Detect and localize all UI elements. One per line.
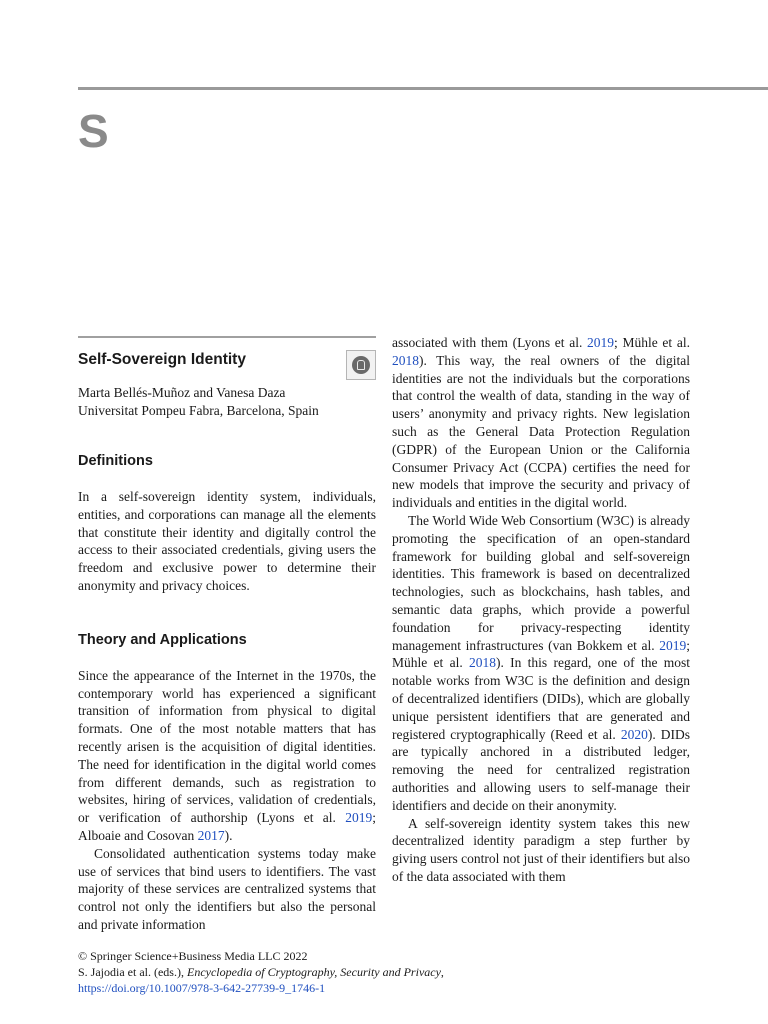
right-paragraph-1: associated with them (Lyons et al. 2019; Mühle et al. 2018). This way, the real owners of the digital identities are not the individuals but the corporations that control the wealth of data, standing in the way of users’ anonymity and privacy rights. New legislation such as the General Data Protection Regulation (GDPR) of the European Union or the California Consumer Privacy Act (CCPA) certifies the need for new models that improve the security and privacy of individuals and entities in the digital world. <box>392 335 690 511</box>
footer <box>78 948 444 996</box>
theory-paragraph-1: Since the appearance of the Internet in the 1970s, the contemporary world has experienced a significant transition of information from physical to digital formats. One of the most notable matters that has recently arisen is the acquisition of digital identities. The need for identification in the digital world comes from different demands, such as registration to websites, hiring of services, validation of credentials, or verification of authorship (Lyons et al. 2019; Alboaie and Cosovan 2017). <box>78 667 376 843</box>
definitions-text: In a self-sovereign identity system, individuals, entities, and corporations can manage all the elements that constitute their identity and digitally control the access to their associated credentials, giving users the freedom and exclusive power to determine their anonymity and privacy choices. <box>78 489 376 593</box>
theory-heading: Theory and Applications <box>78 631 247 648</box>
citation: S. Jajodia et al. (eds.), Encyclopedia of Cryptography, Security and Privacy, <box>78 965 444 979</box>
ref-muhle-2018[interactable]: 2018 <box>392 352 419 368</box>
crossmark-button[interactable] <box>346 350 376 380</box>
theory-paragraph-2: Consolidated authentication systems today make use of services that bind users to identifiers. The vast majority of these services are centralized systems that control not only the identifiers but also the personal and private information <box>78 845 376 932</box>
article-title: Self-Sovereign Identity <box>78 351 246 368</box>
doi-link[interactable]: https://doi.org/10.1007/978-3-642-27739-9_1746-1 <box>78 981 326 995</box>
right-column <box>392 334 690 886</box>
citation-title: Encyclopedia of Cryptography, Security and Privacy <box>186 965 441 979</box>
affiliation: Universitat Pompeu Fabra, Barcelona, Spain <box>78 403 319 418</box>
definitions-heading: Definitions <box>78 453 153 469</box>
copyright: © Springer Science+Business Media LLC 2022 <box>78 949 308 963</box>
right-paragraph-3: A self-sovereign identity system takes this new decentralized identity paradigm a step further by giving users control not just of their identifiers but also of the data associated with them <box>392 815 690 884</box>
author-block <box>78 384 376 420</box>
left-column <box>78 336 376 934</box>
title-row <box>78 344 376 378</box>
section-letter: S <box>78 105 109 157</box>
right-paragraph-2: The World Wide Web Consortium (W3C) is already promoting the specification of an open-standard framework for building global and self-sovereign identities. This framework is based on decentralized technologies, such as blockchains, hash tables, and semantic data graphs, which provide a powerful foundation for privacy-respecting identity management infrastructures (van Bokkem et al. 2019; Mühle et al. 2018). In this regard, one of the most notable works from W3C is the definition and design of decentralized identifiers (DIDs), which are globally unique persistent identifiers that are generated and registered cryptographically (Reed et al. 2020). DIDs are typically anchored in a distributed ledger, removing the need for centralized registration authorities and allowing users to self-manage their identifiers and decide on their anonymity. <box>392 512 691 813</box>
ref-vanbokkem-2019[interactable]: 2019 <box>659 637 687 653</box>
authors: Marta Bellés-Muñoz and Vanesa Daza <box>78 385 286 400</box>
ref-alboaie-2017[interactable]: 2017 <box>197 827 225 843</box>
ref-reed-2020[interactable]: 2020 <box>620 726 648 742</box>
ref-lyons-2019[interactable]: 2019 <box>587 335 615 350</box>
ref-muhle-2018[interactable]: 2018 <box>468 655 496 671</box>
crossmark-icon <box>352 356 370 374</box>
header-rule <box>78 87 768 90</box>
article-rule <box>78 336 376 338</box>
ref-lyons-2019[interactable]: 2019 <box>345 810 373 826</box>
